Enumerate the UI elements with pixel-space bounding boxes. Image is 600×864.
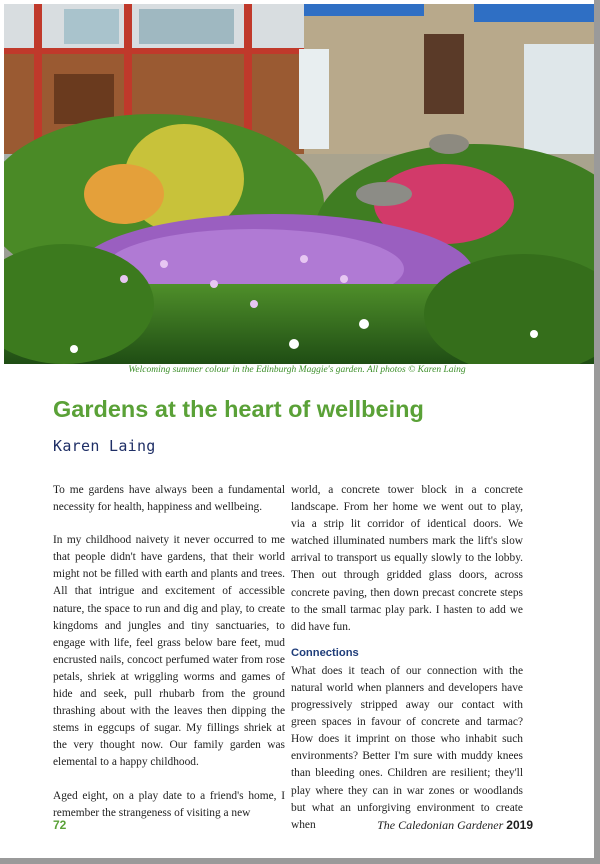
paragraph: world, a concrete tower block in a concrete landscape. From her home we went out to play, via a strip lit corridor of identical doors. We watched illuminated numbers mark the lift's slow arrival to transport us equally slowly to the lobby. Then out through gridded glass doors, across concrete paving, then down precast concrete steps to the small tarmac play park. I hasten to add we did have fun.: [291, 484, 523, 633]
article-title: Gardens at the heart of wellbeing: [53, 396, 424, 422]
paragraph: What does it teach of our connection with the natural world when planners and developers have progressively stripped away our contact with green spaces in favour of concrete and tarmac? How does it imprint on those who inhabit such environments? Better I'm sure with muddy knees than bleeding ones. Children are resilient; they'll play where they can in war zones or woodlands but what an unforgiving environment to create when: [291, 664, 523, 831]
running-footer: [377, 818, 533, 833]
garden-photo: [4, 4, 596, 364]
photo-caption: Welcoming summer colour in the Edinburgh Maggie's garden. All photos © Karen Laing: [128, 365, 466, 375]
left-column: [53, 482, 285, 838]
paragraph: To me gardens have always been a fundamental necessity for health, happiness and wellbeing.: [53, 484, 285, 514]
page-number: 72: [53, 818, 67, 832]
paragraph: In my childhood naivety it never occurred to me that people didn't have gardens, that their world might not be filled with earth and plants and trees. All that intrigue and excitement of accessible nature, the space to run and dig and play, to create kingdoms and jungles and tiny sanctuaries, to engage with life, feel grass below bare feet, mud encrusted nails, concoct perfumed water from rose petals, shriek at wriggling worms and games of hide and seek, pull rhubarb from the ground thrashing about with the leaves then dipping the stems in eggcups of sugar. My fillings shriek at the very thought now. Our family garden was elemental to a happy childhood.: [53, 534, 285, 769]
right-column: [291, 482, 523, 834]
paragraph: Aged eight, on a play date to a friend's home, I remember the strangeness of visiting a new: [53, 789, 285, 819]
section-heading: Connections: [291, 646, 359, 659]
issue-year: 2019: [506, 818, 533, 832]
article-author: Karen Laing: [53, 437, 156, 455]
magazine-name: The Caledonian Gardener: [377, 818, 504, 832]
